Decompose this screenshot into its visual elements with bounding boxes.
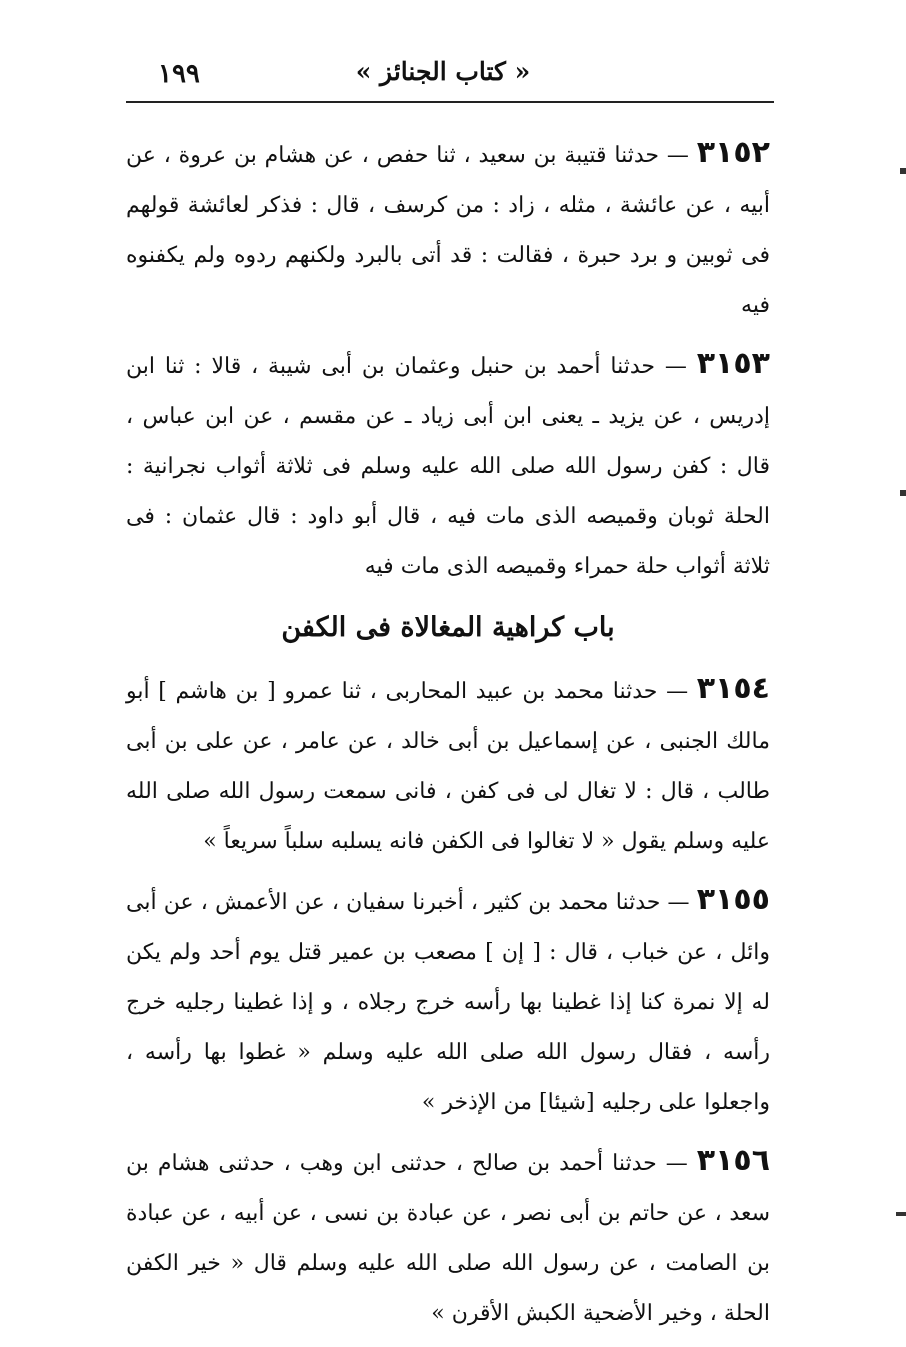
- hadith-number: ٣١٥٥: [696, 882, 770, 917]
- page-body: [126, 128, 770, 1347]
- hadith-text: — حدثنا قتيبة بن سعيد ، ثنا حفص ، عن هشام بن عروة ، عن أبيه ، عن عائشة ، مثله ، زاد : من كرسف ، قال : فذكر لعائشة قولهم فى ثوبين و برد حبرة ، فقالت : قد أتى بالبرد ولكنهم ردوه ولم يكفنوه فيه: [126, 143, 770, 318]
- hadith-3153: [126, 339, 770, 592]
- running-title: « كتاب الجنائز »: [355, 57, 531, 86]
- hadith-3152: [126, 128, 770, 331]
- margin-mark: [896, 1212, 906, 1216]
- header-rule: [126, 101, 774, 103]
- hadith-3156: [126, 1136, 770, 1339]
- margin-mark: [900, 168, 906, 174]
- chapter-heading: باب كراهية المغالاة فى الكفن: [281, 612, 615, 643]
- hadith-text: — حدثنا أحمد بن صالح ، حدثنى ابن وهب ، حدثنى هشام بن سعد ، عن حاتم بن أبى نصر ، عن عبادة بن نسى ، عن أبيه ، عن عبادة بن الصامت ، عن رسول الله صلى الله عليه وسلم قال « خير الكفن الحلة ، وخير الأضحية الكبش الأقرن »: [126, 1151, 770, 1326]
- hadith-number: ٣١٥٤: [696, 671, 770, 706]
- margin-mark: [900, 490, 906, 496]
- page-header: [120, 55, 766, 99]
- hadith-3155: [126, 875, 770, 1128]
- hadith-3154: [126, 664, 770, 867]
- page-number: ١٩٩: [158, 59, 200, 89]
- hadith-number: ٣١٥٦: [696, 1143, 771, 1178]
- hadith-text: — حدثنا أحمد بن حنبل وعثمان بن أبى شيبة ، قالا : ثنا ابن إدريس ، عن يزيد ـ يعنى ابن أبى زياد ـ عن مقسم ، عن ابن عباس ، قال : كفن رسول الله صلى الله عليه وسلم فى ثلاثة أثواب نجرانية : الحلة ثوبان وقميصه الذى مات فيه ، قال أبو داود : قال عثمان : فى ثلاثة أثواب حلة حمراء وقميصه الذى مات فيه: [126, 354, 771, 579]
- hadith-number: ٣١٥٢: [696, 135, 770, 170]
- hadith-text: — حدثنا محمد بن عبيد المحاربى ، ثنا عمرو [ بن هاشم ] أبو مالك الجنبى ، عن إسماعيل بن أبى خالد ، عن عامر ، عن على بن أبى طالب ، قال : لا تغال لى فى كفن ، فانى سمعت رسول الله صلى الله عليه وسلم يقول « لا تغالوا فى الكفن فانه يسلبه سلباً سريعاً »: [126, 679, 770, 854]
- hadith-text: — حدثنا محمد بن كثير ، أخبرنا سفيان ، عن الأعمش ، عن أبى وائل ، عن خباب ، قال : [ إن ] مصعب بن عمير قتل يوم أحد ولم يكن له إلا نمرة كنا إذا غطينا بها رأسه خرج رجلاه ، و إذا غطينا رجليه خرج رأسه ، فقال رسول الله صلى الله عليه وسلم « غطوا بها رأسه ، واجعلوا على رجليه [شيئا] من الإذخر »: [126, 890, 770, 1115]
- hadith-number: ٣١٥٣: [696, 346, 770, 381]
